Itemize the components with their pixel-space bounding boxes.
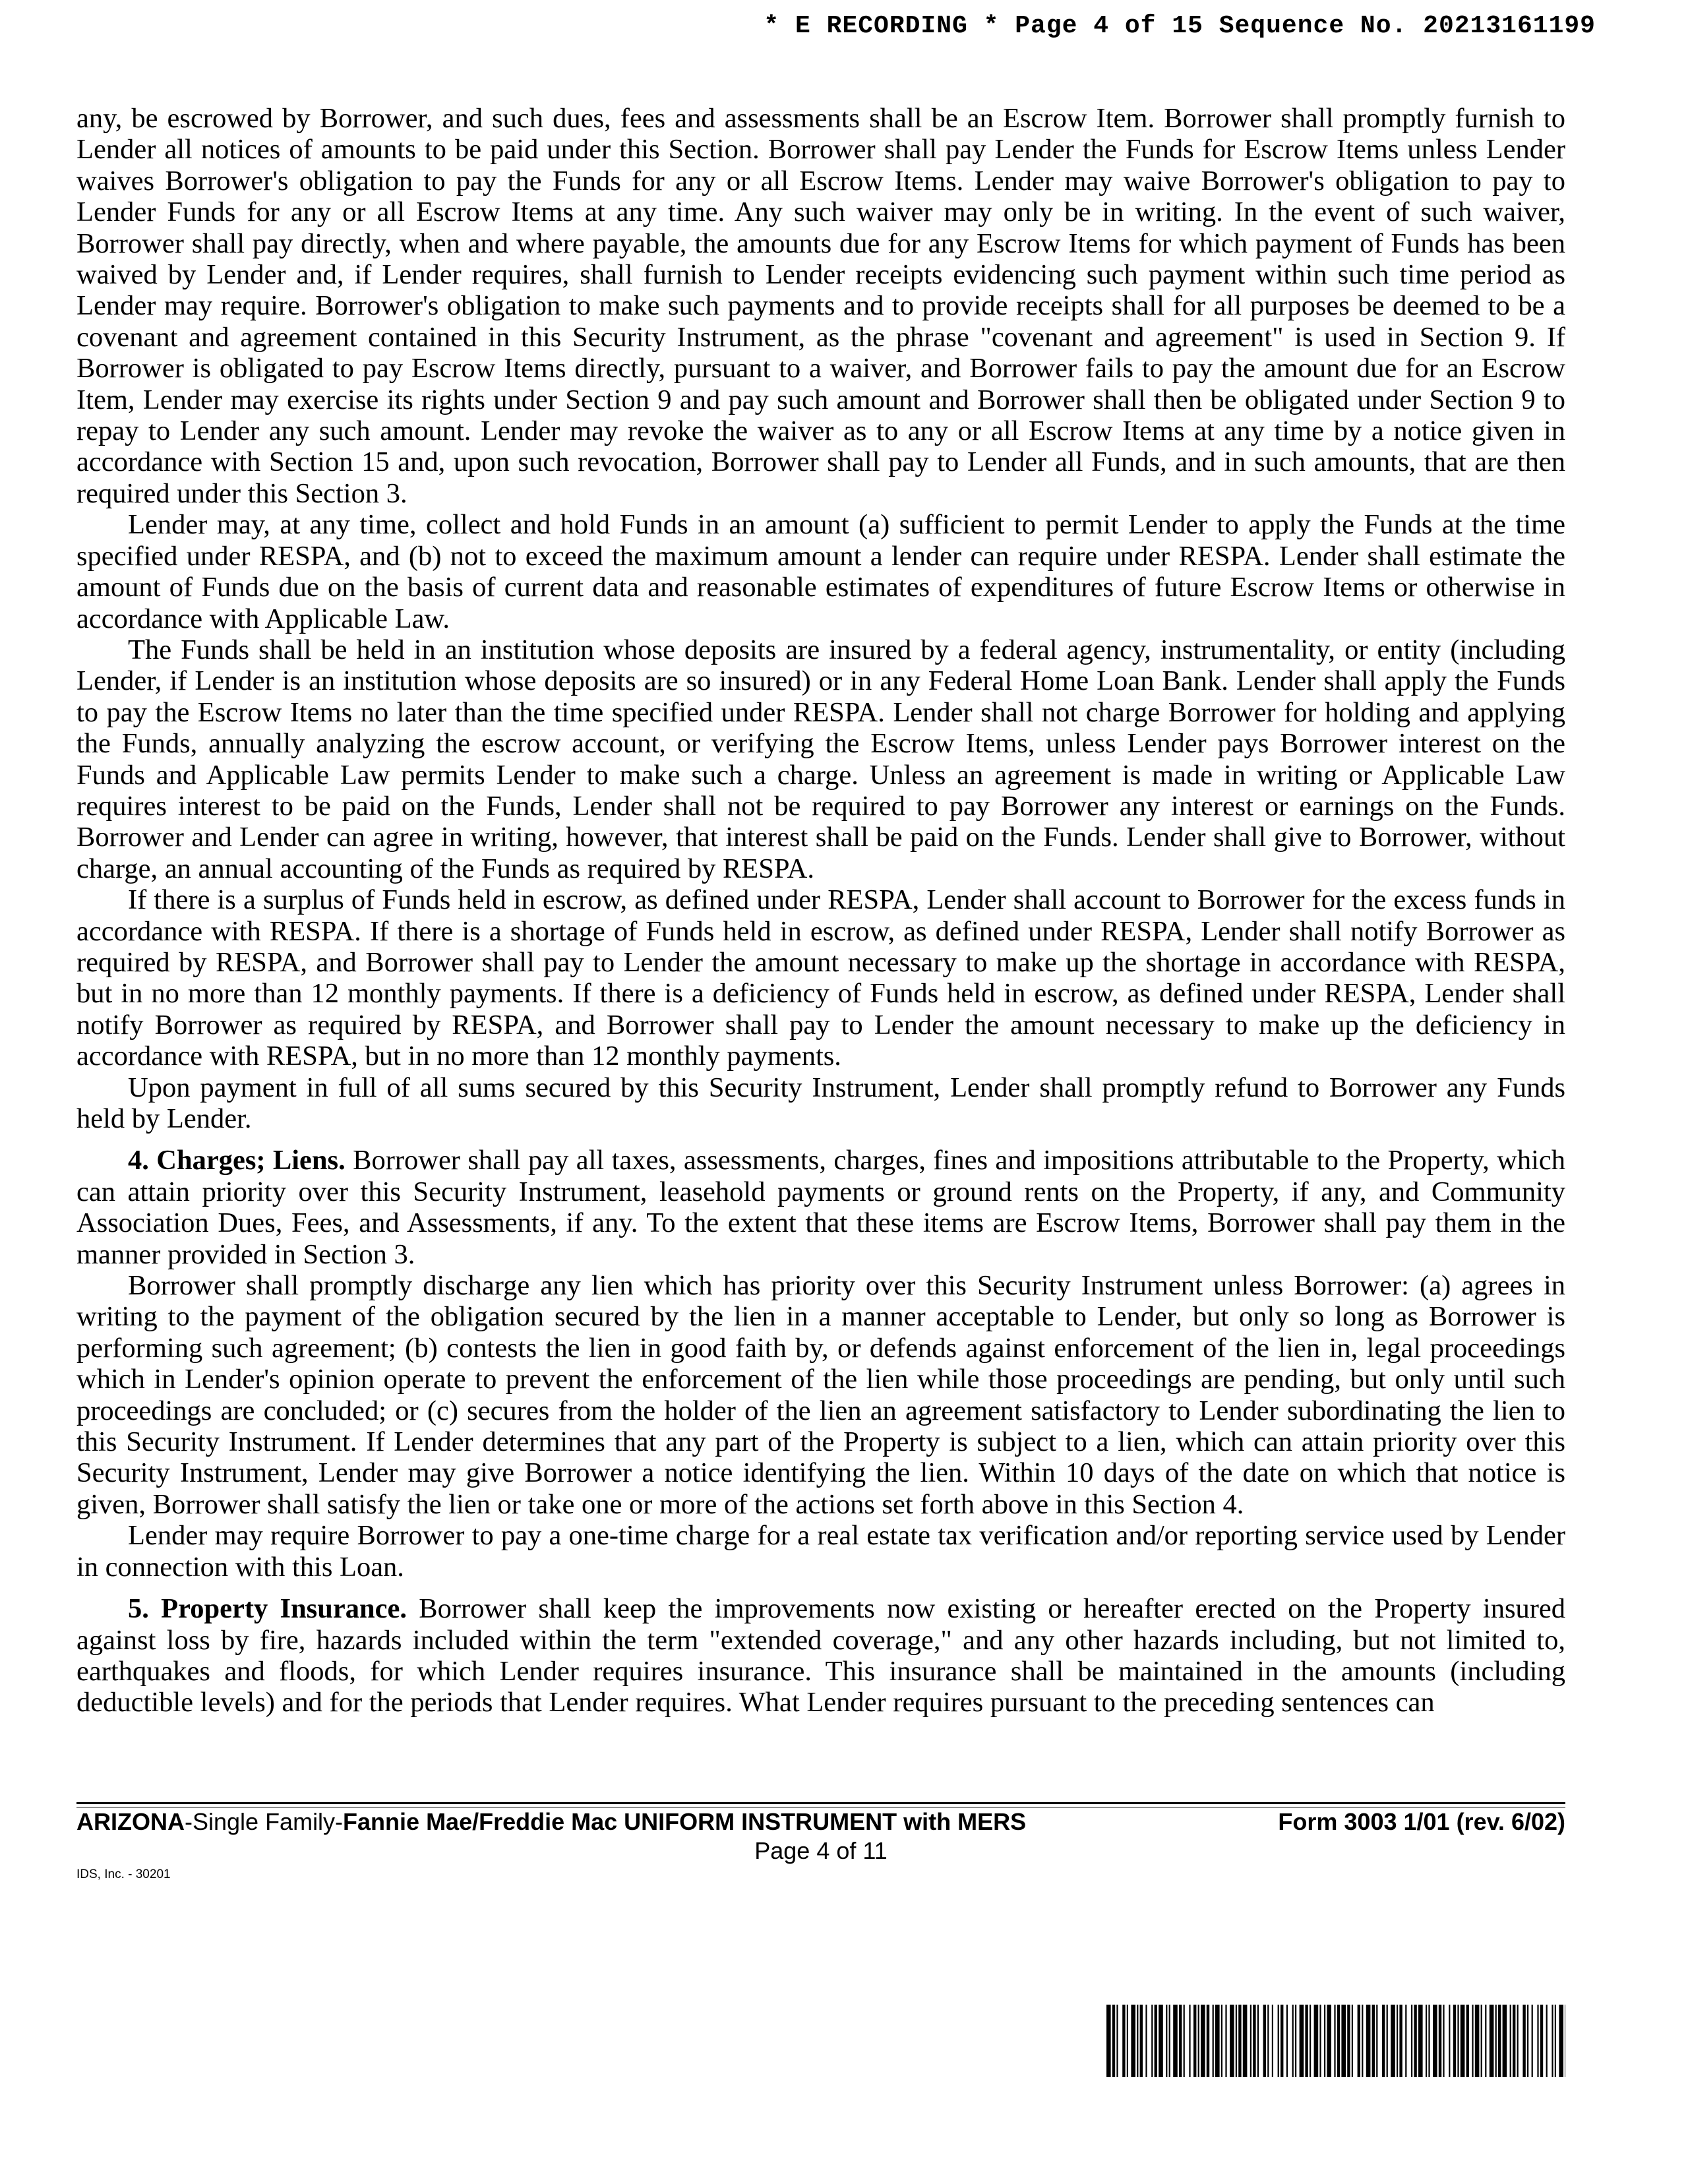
barcode-bar (1127, 2005, 1128, 2077)
barcode-bar (1257, 2005, 1259, 2077)
barcode-bar (1391, 2005, 1395, 2077)
barcode-bar (1382, 2005, 1385, 2077)
barcode-bar (1433, 2005, 1437, 2077)
section-4-text: Borrower shall pay all taxes, assessments, charges, fines and impositions attributable to the Property, which can attain priority over this Security Instrument, leasehold payments or ground rents on the Property, if any, and Community Association Dues, Fees, and Assessments, if any. To the extent that these items are Escrow Items, Borrower shall pay them in the manner provided in Section 3. (76, 1145, 1565, 1270)
barcode-bar (1418, 2005, 1423, 2077)
barcode-bar (1310, 2005, 1311, 2077)
barcode-bar (1457, 2005, 1459, 2077)
barcode-bar (1236, 2005, 1237, 2077)
barcode-bar (1347, 2005, 1350, 2077)
barcode-bar (1517, 2005, 1519, 2077)
barcode-bar (1372, 2005, 1375, 2077)
barcode-bar (1250, 2005, 1251, 2077)
barcode-bar (1503, 2005, 1507, 2077)
barcode-bar (1341, 2005, 1346, 2077)
section-5-heading: 5. Property Insurance. (128, 1593, 407, 1625)
barcode-bar (1498, 2005, 1501, 2077)
barcode-bar (1314, 2005, 1319, 2077)
barcode-bar (1155, 2005, 1157, 2077)
footer-page-number: Page 4 of 11 (754, 1837, 888, 1864)
barcode-bar (1305, 2005, 1308, 2077)
barcode-bar (1243, 2005, 1248, 2077)
barcode-bar (1145, 2005, 1147, 2077)
footer-rule (76, 1802, 1565, 1804)
barcode-icon (1106, 2005, 1565, 2077)
barcode-bar (1559, 2005, 1563, 2077)
document-body (76, 103, 1565, 1718)
barcode-bar (1376, 2005, 1377, 2077)
barcode-bar (1221, 2005, 1222, 2077)
barcode-bar (1399, 2005, 1402, 2077)
barcode-bar (1443, 2005, 1444, 2077)
barcode-bar (1278, 2005, 1279, 2077)
barcode-bar (1230, 2005, 1234, 2077)
barcode-bar (1106, 2005, 1111, 2077)
barcode-bar (1272, 2005, 1273, 2077)
barcode-bar (1300, 2005, 1304, 2077)
footer-state: ARIZONA (76, 1808, 185, 1835)
barcode-bar (1461, 2005, 1465, 2077)
barcode-bar (1238, 2005, 1241, 2077)
barcode-bar (1358, 2005, 1360, 2077)
barcode-bar (1522, 2005, 1525, 2077)
barcode-bar (1213, 2005, 1214, 2077)
barcode-bar (1362, 2005, 1363, 2077)
section-4-paragraph-2: Borrower shall promptly discharge any lien which has priority over this Security Instrument unless Borrower: (a) agrees in writing to the payment of the obligation secured by the lien in a manner acceptable to Lender, but only so long as Borrower is performing such agreement; (b) contests the lien in good faith by, or defends against enforcement of the lien in, legal proceedings which in Lender's opinion operate to prevent the enforcement of the lien while those proceedings are pending, but only until such proceedings are concluded; or (c) secures from the holder of the lien an agreement satisfactory to Lender subordinating the lien to this Security Instrument. If Lender determines that any part of the Property is subject to a lien, which can attain priority over this Security Instrument, Lender may give Borrower a notice identifying the lien. Within 10 days of the date on which that notice is given, Borrower shall satisfy the lien or take one or more of the actions set forth above in this Section 4. (76, 1270, 1565, 1520)
recording-header: * E RECORDING * Page 4 of 15 Sequence No. 20213161199 (764, 12, 1596, 40)
escrow-paragraph-4: If there is a surplus of Funds held in escrow, as defined under RESPA, Lender shall account to Borrower for the excess funds in accordance with RESPA. If there is a shortage of Funds held in escrow, as defined under RESPA, Lender shall notify Borrower as required by RESPA, and Borrower shall pay to Lender the amount necessary to make up the shortage in accordance with RESPA, but in no more than 12 monthly payments. If there is a deficiency of Funds held in escrow, as defined under RESPA, Lender shall notify Borrower as required by RESPA, and Borrower shall pay to Lender the amount necessary to make up the deficiency in accordance with RESPA, but in no more than 12 monthly payments. (76, 884, 1565, 1072)
footer-family: -Single Family- (185, 1808, 344, 1835)
barcode-bar (1439, 2005, 1441, 2077)
barcode-bar (1495, 2005, 1497, 2077)
footer-instrument-title (76, 1808, 1026, 1836)
footer-form-number: Form 3003 1/01 (rev. 6/02) (1278, 1808, 1565, 1835)
barcode-bar (1513, 2005, 1515, 2077)
barcode-bar (1552, 2005, 1553, 2077)
barcode-bar (1555, 2005, 1556, 2077)
barcode-bar (1540, 2005, 1543, 2077)
barcode-bar (1387, 2005, 1388, 2077)
barcode-bar (1472, 2005, 1473, 2077)
barcode-bar (1122, 2005, 1125, 2077)
barcode-bar (1201, 2005, 1205, 2077)
barcode-bar (1263, 2005, 1266, 2077)
barcode-bar (1169, 2005, 1170, 2077)
section-4-paragraph (76, 1145, 1565, 1270)
barcode-bar (1324, 2005, 1325, 2077)
barcode-bar (1198, 2005, 1199, 2077)
barcode-bar (1151, 2005, 1153, 2077)
escrow-paragraph-5: Upon payment in full of all sums secured by this Security Instrument, Lender shall promptly refund to Borrower any Funds held by Lender. (76, 1072, 1565, 1134)
barcode-bar (1449, 2005, 1450, 2077)
barcode-bar (1189, 2005, 1190, 2077)
barcode-bar (1546, 2005, 1548, 2077)
barcode-bar (1140, 2005, 1143, 2077)
barcode-bar (1411, 2005, 1412, 2077)
barcode-bar (1225, 2005, 1226, 2077)
barcode-bar (1475, 2005, 1480, 2077)
barcode-bar (1159, 2005, 1163, 2077)
barcode-bar (1537, 2005, 1538, 2077)
barcode-bar (1527, 2005, 1528, 2077)
barcode-bar (1253, 2005, 1255, 2077)
barcode-bar (1337, 2005, 1340, 2077)
barcode-bar (1366, 2005, 1371, 2077)
barcode-bar (1532, 2005, 1533, 2077)
barcode-bar (1485, 2005, 1486, 2077)
barcode-bar (1116, 2005, 1118, 2077)
barcode-bar (1352, 2005, 1353, 2077)
barcode-bar (1428, 2005, 1430, 2077)
section-4-heading: 4. Charges; Liens. (128, 1145, 346, 1176)
barcode-bar (1334, 2005, 1335, 2077)
barcode-bar (1405, 2005, 1406, 2077)
section-4-paragraph-3: Lender may require Borrower to pay a one-time charge for a real estate tax verification and/or reporting service used by Lender in connection with this Loan. (76, 1520, 1565, 1583)
barcode-bar (1179, 2005, 1182, 2077)
barcode-bar (1295, 2005, 1296, 2077)
barcode-bar (1193, 2005, 1196, 2077)
barcode-bar (1112, 2005, 1115, 2077)
barcode-bar (1215, 2005, 1220, 2077)
barcode-bar (1327, 2005, 1331, 2077)
barcode-bar (1397, 2005, 1398, 2077)
barcode-bar (1466, 2005, 1469, 2077)
barcode-bar (1481, 2005, 1482, 2077)
barcode-bar (1184, 2005, 1185, 2077)
barcode-bar (1166, 2005, 1167, 2077)
barcode-bar (1137, 2005, 1138, 2077)
barcode-bar (1267, 2005, 1269, 2077)
barcode-bar (1414, 2005, 1416, 2077)
escrow-paragraph-3: The Funds shall be held in an institution whose deposits are insured by a federal agency, instrumentality, or entity (including Lender, if Lender is an institution whose deposits are so insured) or in any Federal Home Loan Bank. Lender shall apply the Funds to pay the Escrow Items no later than the time specified under RESPA. Lender shall not charge Borrower for holding and applying the Funds, annually analyzing the escrow account, or verifying the Escrow Items, unless Lender pays Borrower interest on the Funds and Applicable Law permits Lender to make such a charge. Unless an agreement is made in writing or Applicable Law requires interest to be paid on the Funds, Lender shall not be required to pay Borrower any interest or earnings on the Funds. Borrower and Lender can agree in writing, however, that interest shall be paid on the Funds. Lender shall give to Borrower, without charge, an annual accounting of the Funds as required by RESPA. (76, 634, 1565, 884)
barcode-bar (1426, 2005, 1427, 2077)
escrow-paragraph-1: any, be escrowed by Borrower, and such dues, fees and assessments shall be an Escrow Item. Borrower shall promptly furnish to Lender all notices of amounts to be paid under this Section. Borrower shall pay Lender the Funds for Escrow Items unless Lender waives Borrower's obligation to pay the Funds for any or all Escrow Items. Lender may waive Borrower's obligation to pay to Lender Funds for any or all Escrow Items at any time. Any such waiver may only be in writing. In the event of such waiver, Borrower shall pay directly, when and where payable, the amounts due for any Escrow Items for which payment of Funds has been waived by Lender and, if Lender requires, shall furnish to Lender receipts evidencing such payment within such time period as Lender may require. Borrower's obligation to make such payments and to provide receipts shall for all purposes be deemed to be a covenant and agreement contained in this Security Instrument, as the phrase "covenant and agreement" is used in Section 9. If Borrower is obligated to pay Escrow Items directly, pursuant to a waiver, and Borrower fails to pay the amount due for an Escrow Item, Lender may exercise its rights under Section 9 and pay such amount and Borrower shall then be obligated under Section 9 to repay to Lender any such amount. Lender may revoke the waiver as to any or all Escrow Items at any time by a notice given in accordance with Section 15 and, upon such revocation, Borrower shall pay to Lender all Funds, and in such amounts, that are then required under this Section 3. (76, 103, 1565, 509)
footer-vendor: IDS, Inc. - 30201 (76, 1867, 171, 1881)
barcode-bar (1207, 2005, 1209, 2077)
barcode-bar (1131, 2005, 1135, 2077)
section-5-paragraph (76, 1593, 1565, 1718)
escrow-paragraph-2: Lender may, at any time, collect and hold Funds in an amount (a) sufficient to permit Lender to apply the Funds at the time specified under RESPA, and (b) not to exceed the maximum amount a lender can require under RESPA. Lender shall estimate the amount of Funds due on the basis of current data and reasonable estimates of expenditures of future Escrow Items or otherwise in accordance with Applicable Law. (76, 509, 1565, 634)
barcode-bar (1510, 2005, 1511, 2077)
barcode-bar (1453, 2005, 1456, 2077)
barcode-bar (1292, 2005, 1294, 2077)
barcode-bar (1286, 2005, 1288, 2077)
footer-form-line (76, 1808, 1565, 1836)
barcode-bar (1281, 2005, 1283, 2077)
section-5-text: Borrower shall keep the improvements now existing or hereafter erected on the Property insured against loss by fire, hazards included within the term "extended coverage," and any other hazards including, but not limited to, earthquakes and floods, for which Lender requires insurance. This insurance shall be maintained in the amounts (including deductible levels) and for the periods that Lender requires. What Lender requires pursuant to the preceding sentences can (76, 1593, 1565, 1718)
barcode-bar (1490, 2005, 1494, 2077)
barcode-bar (1173, 2005, 1178, 2077)
footer-instrument: Fannie Mae/Freddie Mac UNIFORM INSTRUMENT with MERS (343, 1808, 1027, 1835)
barcode-bar (1319, 2005, 1321, 2077)
